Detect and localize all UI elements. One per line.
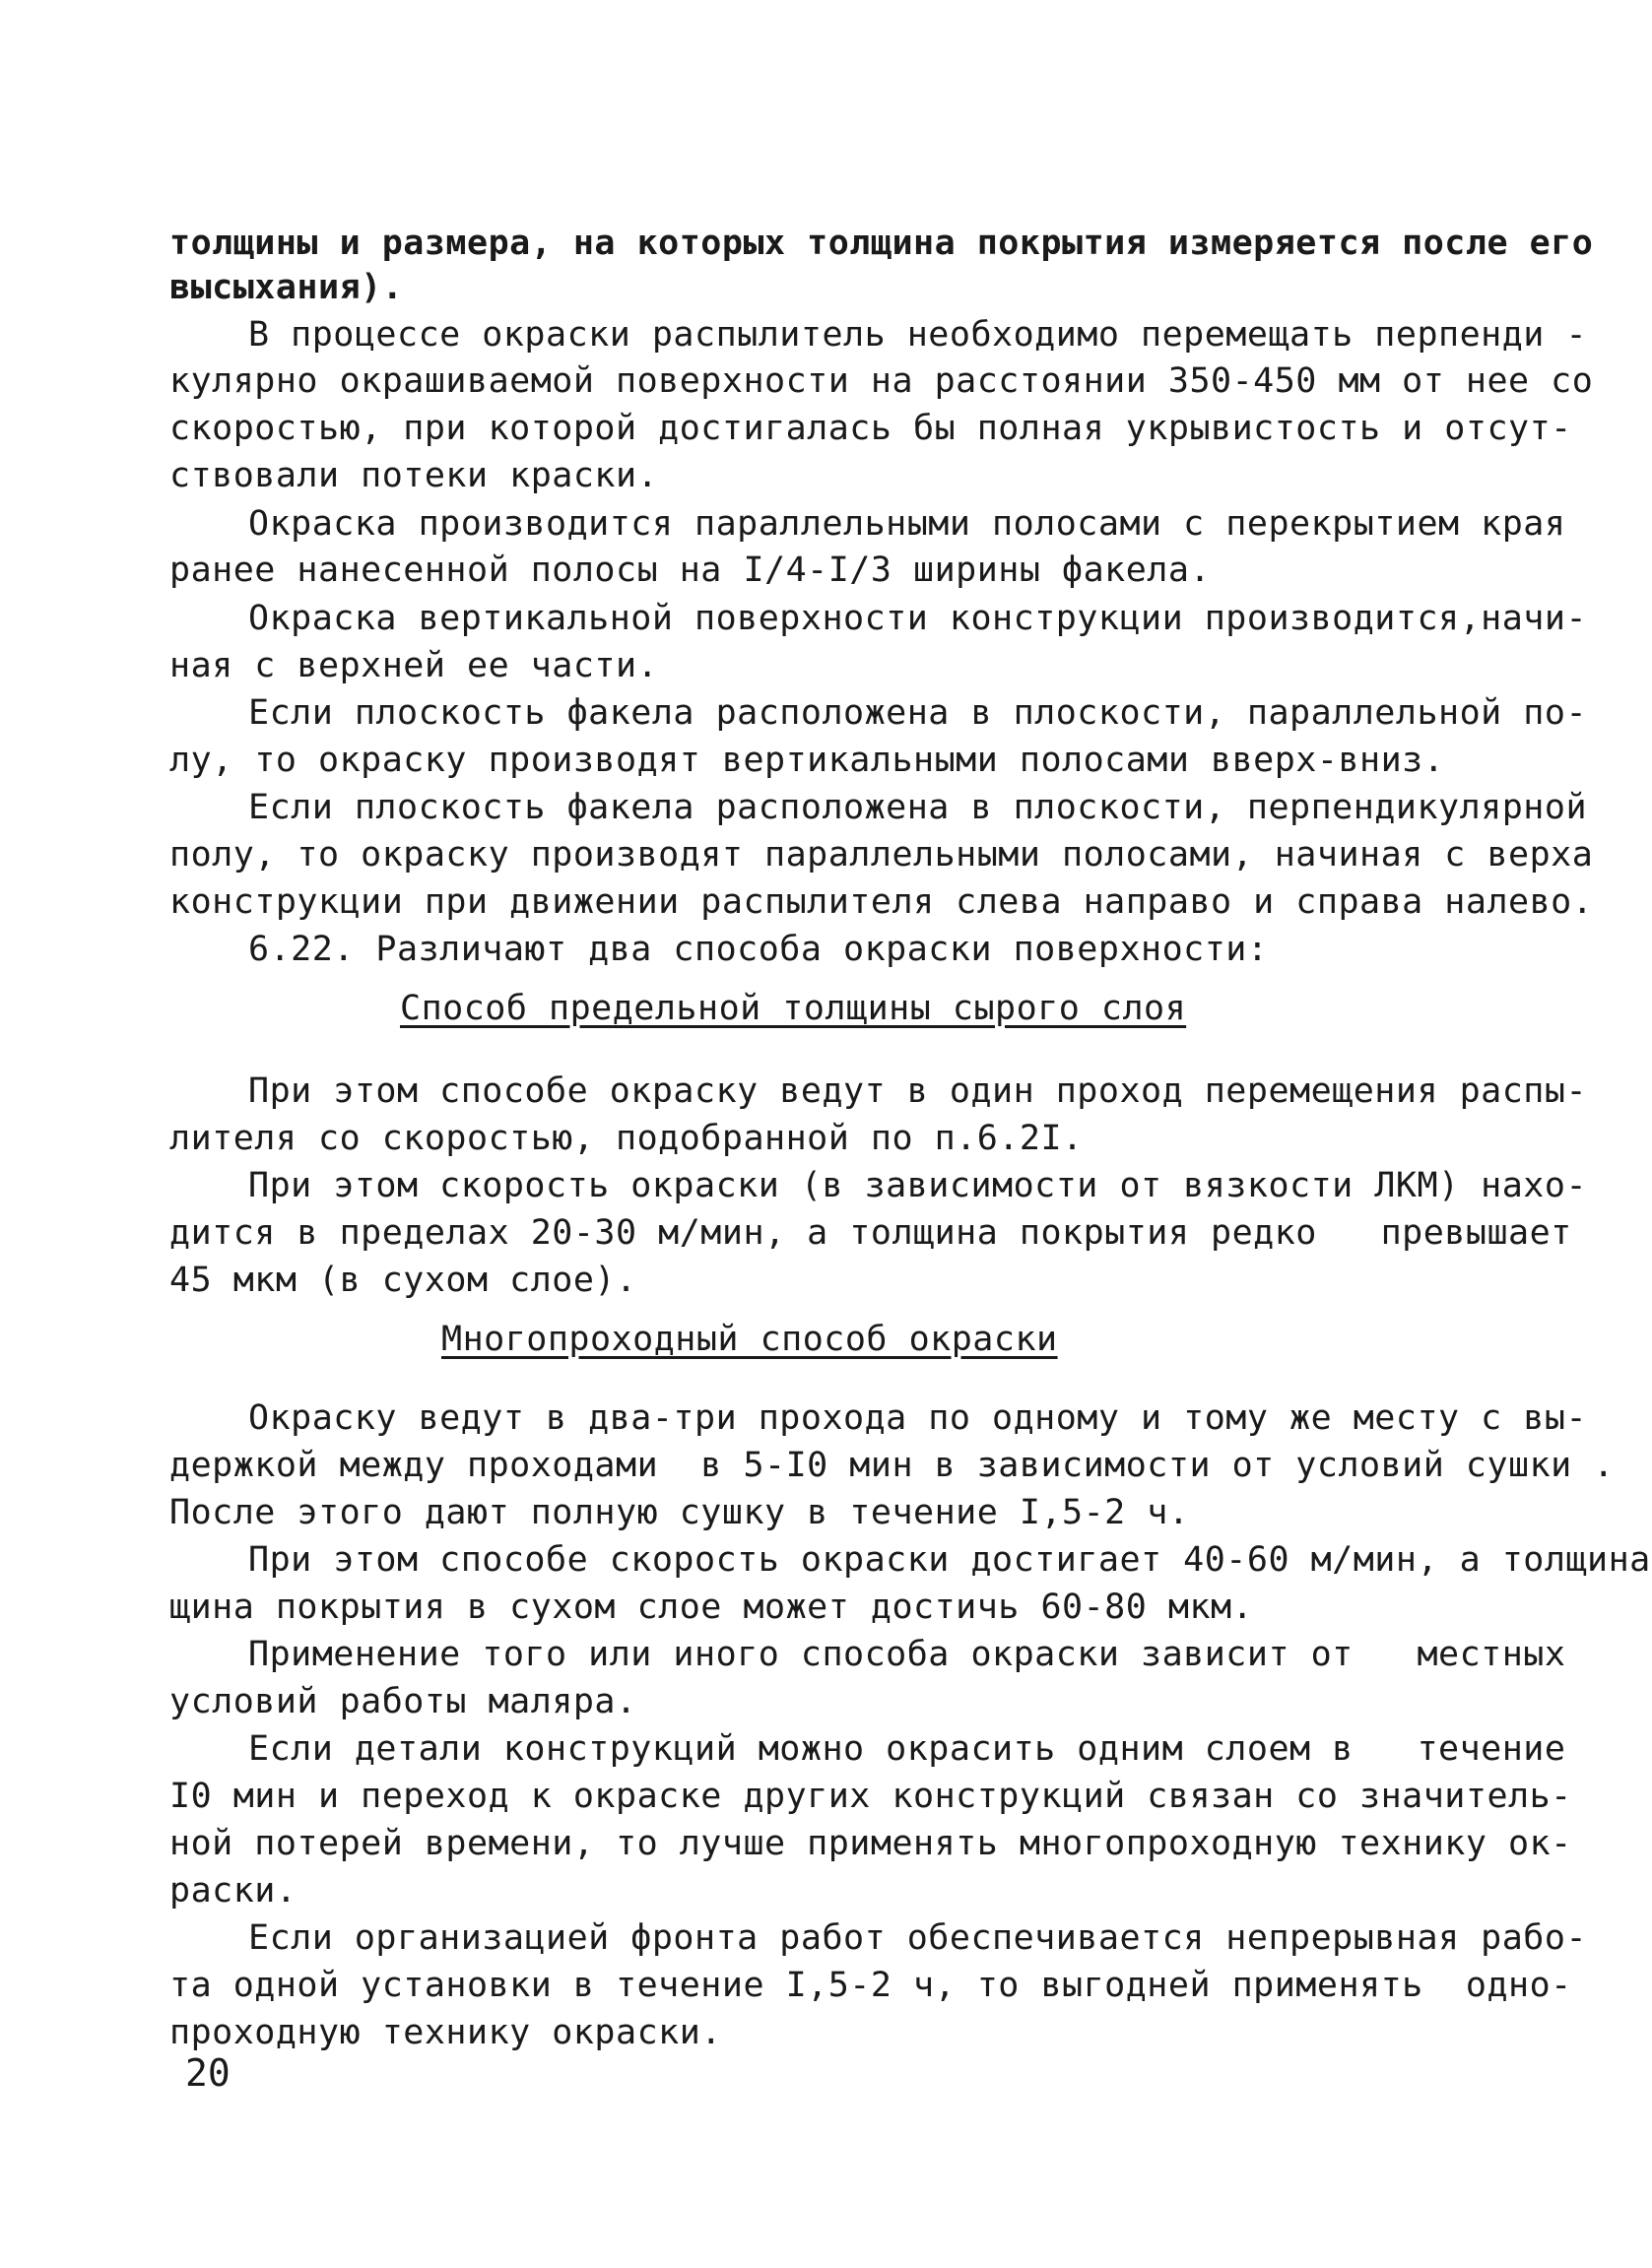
text-line: дится в пределах 20-30 м/мин, а толщина покрытия редко превышает — [169, 1213, 1572, 1253]
section-heading: Многопроходный способ окраски — [441, 1320, 1058, 1359]
text-line: проходную технику окраски. — [169, 2013, 722, 2052]
text-line: лу, то окраску производят вертикальными полосами вверх-вниз. — [169, 741, 1445, 780]
section-intro: 6.22. Различают два способа окраски поверхности: — [248, 930, 1269, 969]
text-line: кулярно окрашиваемой поверхности на расстоянии 350-450 мм от нее со — [169, 361, 1594, 401]
text-line: скоростью, при которой достигалась бы полная укрывистость и отсут- — [169, 409, 1572, 448]
paragraph-start: При этом способе скорость окраски достигает 40-60 м/мин, а толщина — [248, 1540, 1651, 1580]
text-line: раски. — [169, 1871, 297, 1911]
text-line: ствовали потеки краски. — [169, 456, 659, 495]
paragraph-start: Окраска производится параллельными полосами с перекрытием края — [248, 504, 1566, 544]
text-line: После этого дают полную сушку в течение I,5-2 ч. — [169, 1493, 1190, 1532]
text-line: щина покрытия в сухом слое может достичь 60-80 мкм. — [169, 1588, 1254, 1627]
paragraph-start: Если плоскость факела расположена в плоскости, параллельной по- — [248, 693, 1588, 733]
text-line: ной потерей времени, то лучше применять многопроходную технику ок- — [169, 1824, 1572, 1863]
paragraph-start: При этом способе окраску ведут в один проход перемещения распы- — [248, 1071, 1588, 1111]
paragraph-start: Если организацией фронта работ обеспечивается непрерывная рабо- — [248, 1918, 1588, 1958]
text-line: толщины и размера, на которых толщина покрытия измеряется после его — [169, 224, 1594, 263]
paragraph-start: В процессе окраски распылитель необходимо перемещать перпенди - — [248, 315, 1588, 355]
text-line: высыхания). — [169, 268, 404, 307]
text-line: держкой между проходами в 5-I0 мин в зависимости от условий сушки . — [169, 1446, 1615, 1485]
text-line: та одной установки в течение I,5-2 ч, то выгодней применять одно- — [169, 1966, 1572, 2005]
text-line: I0 мин и переход к окраске других конструкций связан со значитель- — [169, 1777, 1572, 1816]
text-line: ная с верхней ее части. — [169, 646, 659, 685]
paragraph-start: Окраска вертикальной поверхности конструкции производится,начи- — [248, 599, 1588, 638]
section-heading: Способ предельной толщины сырого слоя — [400, 989, 1187, 1028]
paragraph-start: При этом скорость окраски (в зависимости от вязкости ЛКМ) нахо- — [248, 1166, 1588, 1205]
text-line: 45 мкм (в сухом слое). — [169, 1261, 637, 1300]
paragraph-start: Применение того или иного способа окраски зависит от местных — [248, 1635, 1566, 1674]
text-line: полу, то окраску производят параллельными полосами, начиная с верха — [169, 835, 1594, 875]
paragraph-start: Окраску ведут в два-три прохода по одному и тому же месту с вы- — [248, 1398, 1588, 1438]
text-line: лителя со скоростью, подобранной по п.6.2I. — [169, 1119, 1084, 1158]
text-line: условий работы маляра. — [169, 1682, 637, 1721]
paragraph-start: Если детали конструкций можно окрасить одним слоем в течение — [248, 1729, 1566, 1769]
paragraph-start: Если плоскость факела расположена в плоскости, перпендикулярной — [248, 788, 1588, 827]
text-line: конструкции при движении распылителя слева направо и справа налево. — [169, 882, 1594, 922]
text-line: ранее нанесенной полосы на I/4-I/3 ширины факела. — [169, 551, 1212, 590]
page-number: 20 — [185, 2051, 231, 2095]
